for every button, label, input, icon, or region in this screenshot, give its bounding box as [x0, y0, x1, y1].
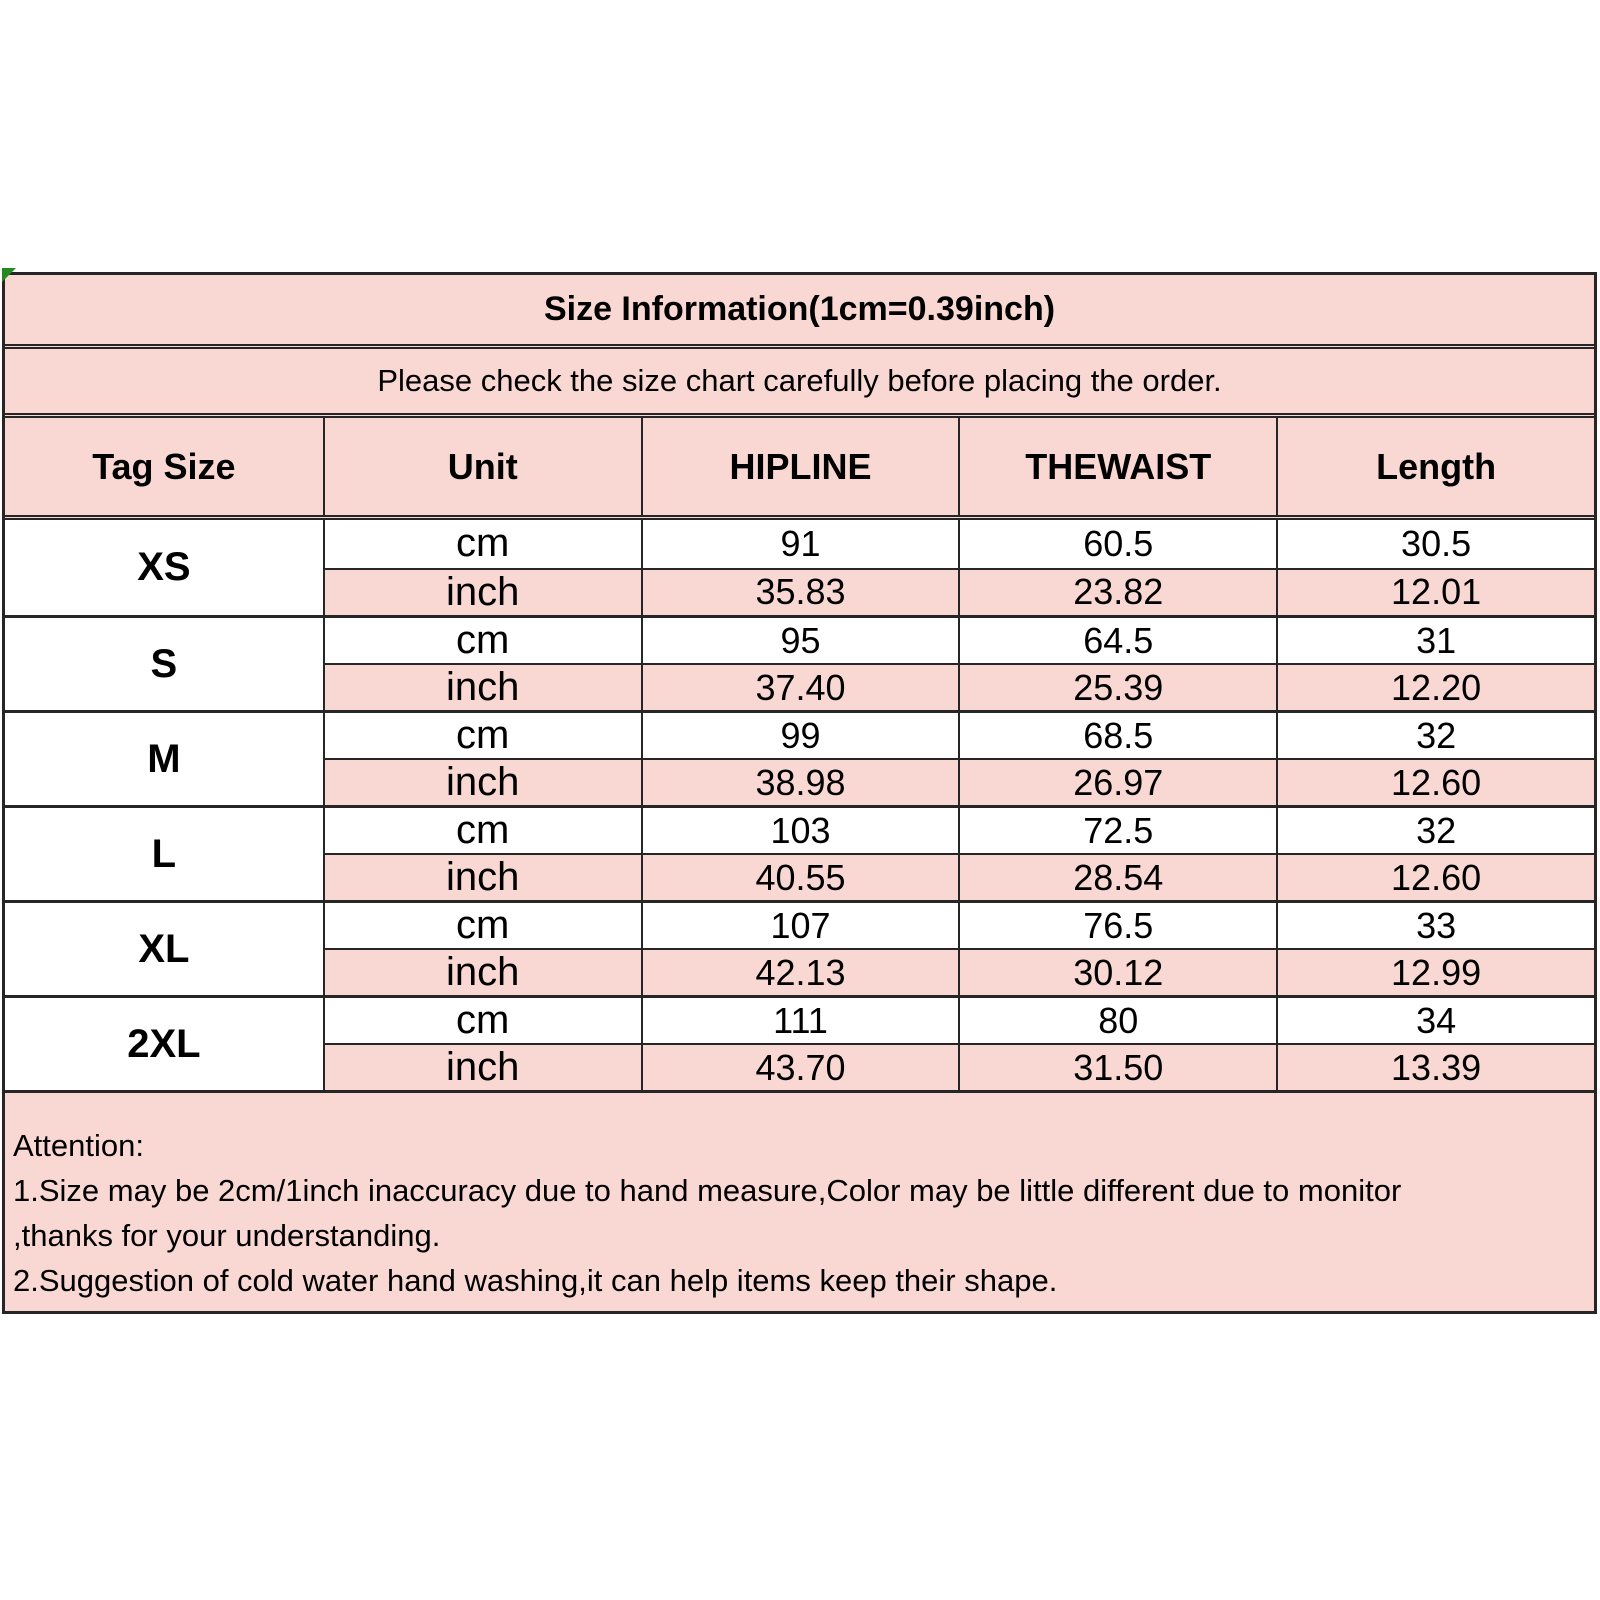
hipline-cm-value: 107: [641, 903, 959, 948]
thewaist-inch-value: 23.82: [958, 568, 1276, 616]
thewaist-cm-value: 68.5: [958, 713, 1276, 758]
thewaist-cm-value: 64.5: [958, 618, 1276, 663]
size-chart-table: [2, 272, 1597, 1314]
unit-label-cm: cm: [323, 808, 641, 853]
unit-label-inch: inch: [323, 1043, 641, 1090]
column-header-thewaist: THEWAIST: [958, 418, 1276, 515]
length-inch-value: 12.20: [1276, 663, 1594, 710]
length-cm-value: 31: [1276, 618, 1594, 663]
size-row-group: [5, 710, 1594, 805]
thewaist-cm-value: 72.5: [958, 808, 1276, 853]
unit-label-inch: inch: [323, 948, 641, 995]
length-cm-value: 32: [1276, 713, 1594, 758]
tag-size-label: M: [5, 713, 323, 805]
thewaist-inch-value: 30.12: [958, 948, 1276, 995]
hipline-inch-value: 35.83: [641, 568, 959, 616]
length-cm-value: 34: [1276, 998, 1594, 1043]
hipline-cm-value: 99: [641, 713, 959, 758]
unit-label-inch: inch: [323, 853, 641, 900]
excel-corner-marker-icon: [2, 268, 16, 282]
attention-line: 1.Size may be 2cm/1inch inaccuracy due to hand measure,Color may be little different due to monitor: [13, 1173, 1402, 1208]
thewaist-cm-value: 80: [958, 998, 1276, 1043]
unit-label-cm: cm: [323, 998, 641, 1043]
attention-line: ,thanks for your understanding.: [13, 1218, 441, 1253]
hipline-inch-value: 38.98: [641, 758, 959, 805]
hipline-cm-value: 95: [641, 618, 959, 663]
size-row-group: [5, 995, 1594, 1090]
hipline-cm-value: 103: [641, 808, 959, 853]
thewaist-cm-value: 76.5: [958, 903, 1276, 948]
hipline-inch-value: 40.55: [641, 853, 959, 900]
column-header-length: Length: [1276, 418, 1594, 515]
length-cm-value: 30.5: [1276, 520, 1594, 568]
attention-line: Attention:: [13, 1128, 144, 1163]
thewaist-inch-value: 26.97: [958, 758, 1276, 805]
column-header-hipline: HIPLINE: [641, 418, 959, 515]
length-cm-value: 32: [1276, 808, 1594, 853]
unit-label-cm: cm: [323, 618, 641, 663]
thewaist-cm-value: 60.5: [958, 520, 1276, 568]
size-row-group: [5, 805, 1594, 900]
size-row-group: [5, 900, 1594, 995]
column-header-tag-size: Tag Size: [92, 445, 236, 487]
length-inch-value: 12.60: [1276, 853, 1594, 900]
tag-size-label: L: [5, 808, 323, 900]
thewaist-inch-value: 28.54: [958, 853, 1276, 900]
hipline-inch-value: 43.70: [641, 1043, 959, 1090]
length-inch-value: 13.39: [1276, 1043, 1594, 1090]
size-row-group: [5, 520, 1594, 615]
length-inch-value: 12.60: [1276, 758, 1594, 805]
hipline-cm-value: 111: [641, 998, 959, 1043]
length-inch-value: 12.99: [1276, 948, 1594, 995]
attention-note: [5, 1090, 1594, 1311]
tag-size-label: XL: [5, 903, 323, 995]
column-header-unit: Unit: [323, 418, 641, 515]
size-rows-container: [5, 520, 1594, 1090]
unit-label-inch: inch: [323, 663, 641, 710]
table-header-row: [5, 418, 1594, 520]
size-row-group: [5, 615, 1594, 710]
tag-size-label: 2XL: [5, 998, 323, 1090]
tag-size-label: XS: [5, 520, 323, 615]
unit-label-cm: cm: [323, 520, 641, 568]
hipline-cm-value: 91: [641, 520, 959, 568]
thewaist-inch-value: 31.50: [958, 1043, 1276, 1090]
unit-label-cm: cm: [323, 713, 641, 758]
table-title: Size Information(1cm=0.39inch): [5, 275, 1594, 349]
thewaist-inch-value: 25.39: [958, 663, 1276, 710]
hipline-inch-value: 42.13: [641, 948, 959, 995]
unit-label-inch: inch: [323, 758, 641, 805]
hipline-inch-value: 37.40: [641, 663, 959, 710]
attention-line: 2.Suggestion of cold water hand washing,it can help items keep their shape.: [13, 1263, 1058, 1298]
length-inch-value: 12.01: [1276, 568, 1594, 616]
table-subtitle: Please check the size chart carefully before placing the order.: [5, 349, 1594, 418]
length-cm-value: 33: [1276, 903, 1594, 948]
unit-label-cm: cm: [323, 903, 641, 948]
tag-size-label: S: [5, 618, 323, 710]
unit-label-inch: inch: [323, 568, 641, 616]
